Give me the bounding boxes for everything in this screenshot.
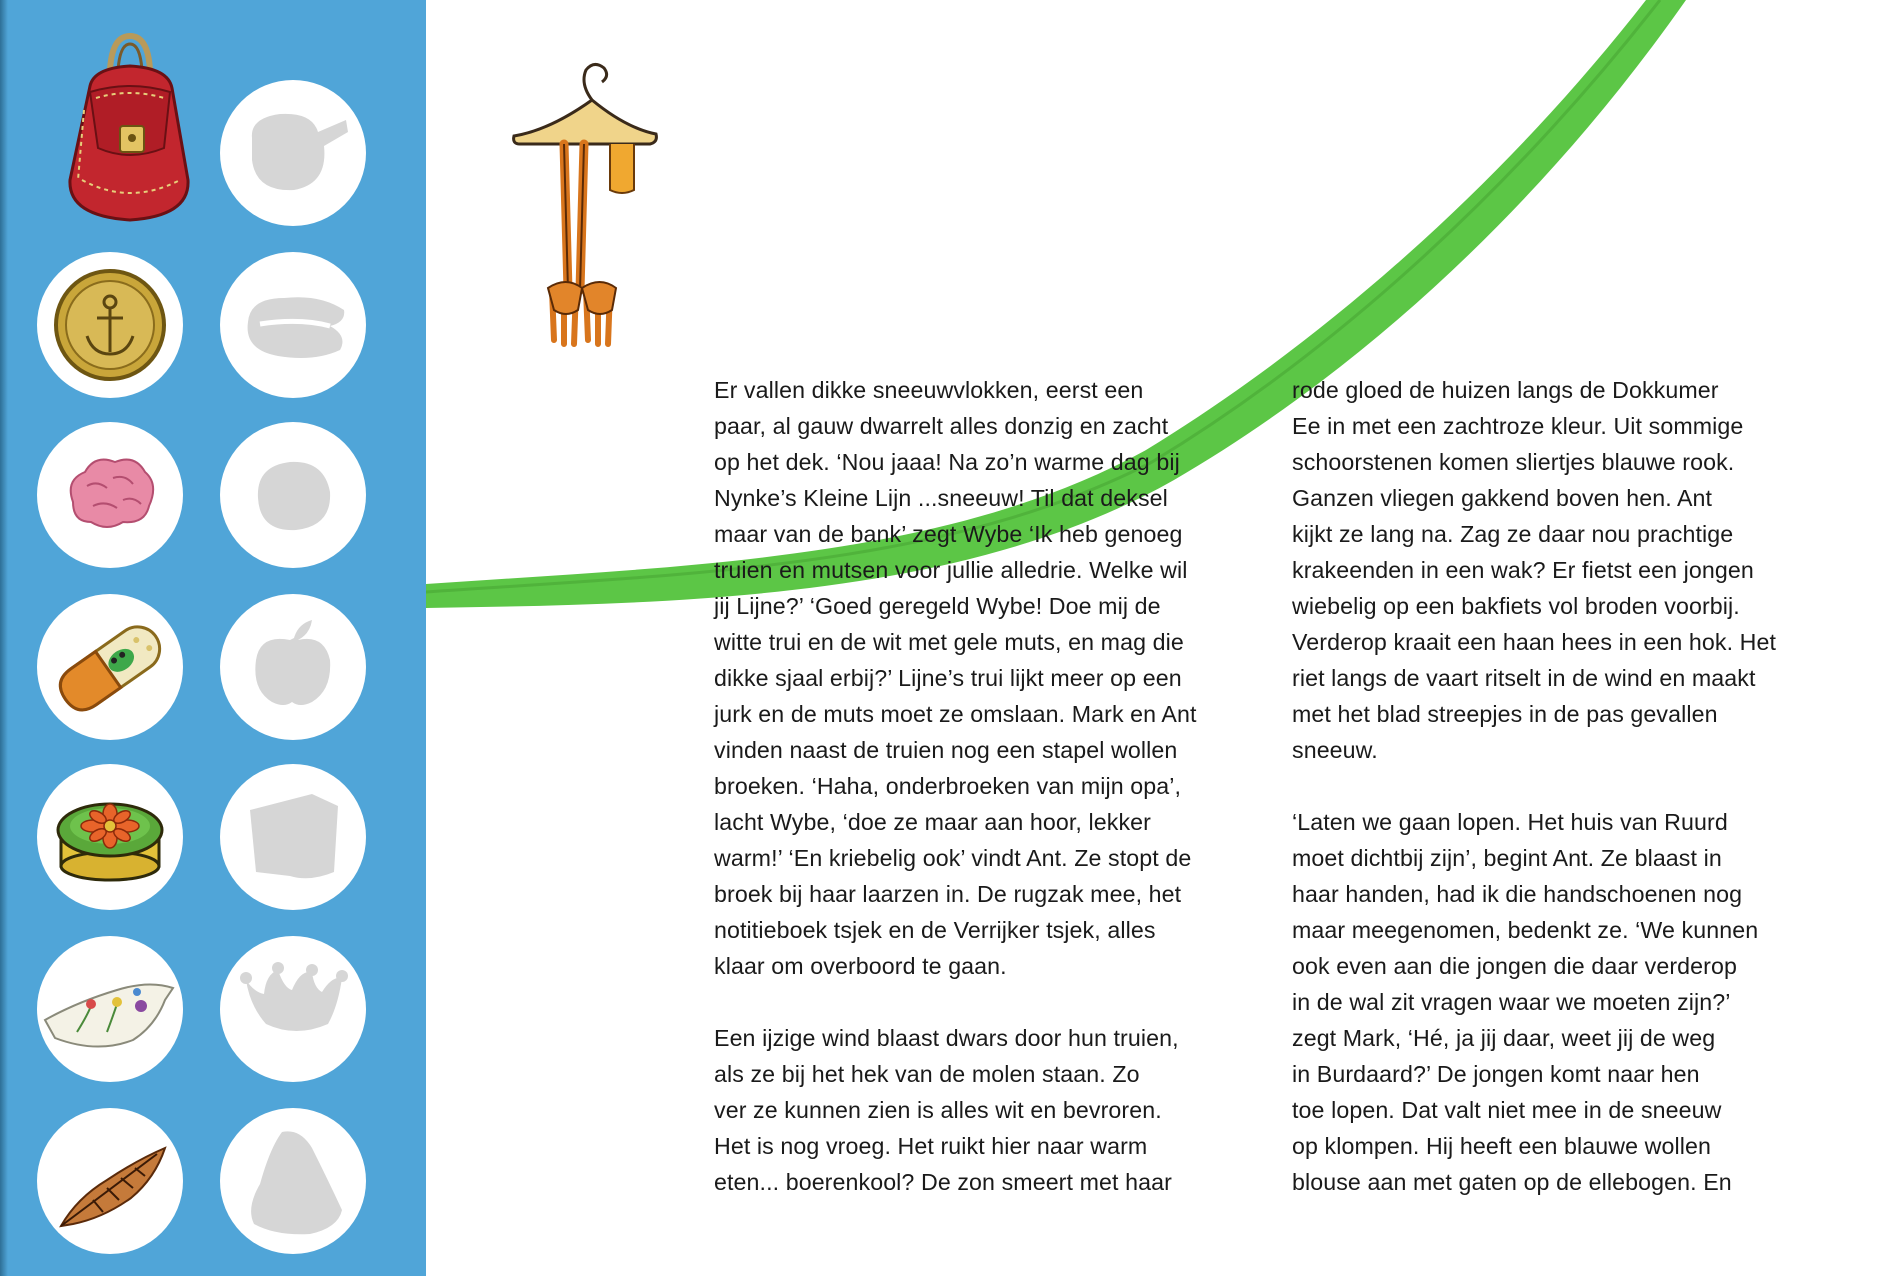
missing-item-slot-2[interactable] [220,252,366,398]
collected-item-slot-5[interactable] [37,764,183,910]
collected-item-slot-4[interactable] [37,594,183,740]
missing-item-slot-7[interactable] [220,1108,366,1254]
backpack-icon[interactable] [60,30,196,226]
crown-silhouette-icon [220,936,366,1082]
missing-item-slot-1[interactable] [220,80,366,226]
paper-silhouette-icon [220,764,366,910]
missing-item-slot-4[interactable] [220,594,366,740]
story-text-left-column [714,372,1274,1200]
collected-item-slot-3[interactable] [37,422,183,568]
item-inventory-sidebar [0,0,426,1276]
pink-wool-icon [37,422,183,568]
embroidered-cloth-icon [37,936,183,1082]
flower-tin-icon [37,764,183,910]
missing-item-slot-6[interactable] [220,936,366,1082]
story-text-right-column [1292,372,1852,1200]
story-paragraph: ‘Laten we gaan lopen. Het huis van Ruurd moet dichtbij zijn’, begint Ant. Ze blaast in haar handen, had ik die handschoenen nog maar meegenomen, bedenkt ze. ‘We kunnen ook even aan die jongen die daar verderop in de wal zit vragen waar we moeten zijn?’ zegt Mark, ‘Hé, ja jij daar, weet jij de weg in Burdaard?’ De jongen komt naar hen toe lopen. Dat valt niet mee in de sneeuw op klompen. Hij heeft een blauwe wollen blouse aan met gaten op de ellebogen. En [1292,809,1759,1195]
coat-hanger-with-forks-icon [510,60,660,356]
mussel-silhouette-icon [220,252,366,398]
apple-silhouette-icon [220,594,366,740]
round-silhouette-icon [220,422,366,568]
collected-item-slot-7[interactable] [37,1108,183,1254]
story-paragraph: Een ijzige wind blaast dwars door hun truien, als ze bij het hek van de molen staan. Zo ver ze kunnen zien is alles wit en bevroren. Het is nog vroeg. Het ruikt hier naar warm eten... boerenkool? De zon smeert met haar [714,1025,1179,1195]
caterpillar-capsule-icon [37,594,183,740]
collected-item-slot-2[interactable] [37,252,183,398]
missing-item-slot-3[interactable] [220,422,366,568]
story-paragraph: Er vallen dikke sneeuwvlokken, eerst een paar, al gauw dwarrelt alles donzig en zacht op het dek. ‘Nou jaaa! Na zo’n warme dag bij Nynke’s Kleine Lijn ...sneeuw! Til dat deksel maar van de bank’ zegt Wybe ‘Ik heb genoeg truien en mutsen voor jullie alledrie. Welke wil jij Lijne?’ ‘Goed geregeld Wybe! Doe mij de witte trui en de wit met gele muts, en mag die dikke sjaal erbij?’ Lijne’s trui lijkt meer op een jurk en de muts moet ze omslaan. Mark en Ant vinden naast de truien nog een stapel wollen broeken. ‘Haha, onderbroeken van mijn opa’, lacht Wybe, ‘doe ze maar aan hoor, lekker warm!’ ‘En kriebelig ook’ vindt Ant. Ze stopt de broek bij haar laarzen in. De rugzak mee, het notitieboek tsjek en de Verrijker tsjek, alles klaar om overboord te gaan. [714,377,1197,979]
story-paragraph: rode gloed de huizen langs de Dokkumer Ee in met een zachtroze kleur. Uit sommige schoorstenen komen sliertjes blauwe rook. Ganzen vliegen gakkend boven hen. Ant kijkt ze lang na. Zag ze daar nou prachtige krakeenden in een wak? Er fietst een jongen wiebelig op een bakfiets vol broden voorbij. Verderop kraait een haan hees in een hok. Het riet langs de vaart ritselt in de wind en maakt met het blad streepjes in de pas gevallen sneeuw. [1292,377,1777,763]
gold-coin-anchor-icon [37,252,183,398]
missing-item-slot-5[interactable] [220,764,366,910]
feather-quill-icon [37,1108,183,1254]
sidebar-shadow-edge [0,0,8,1276]
collected-item-slot-6[interactable] [37,936,183,1082]
story-page [426,0,1882,1276]
hat-silhouette-icon [220,1108,366,1254]
pan-silhouette-icon [220,80,366,226]
